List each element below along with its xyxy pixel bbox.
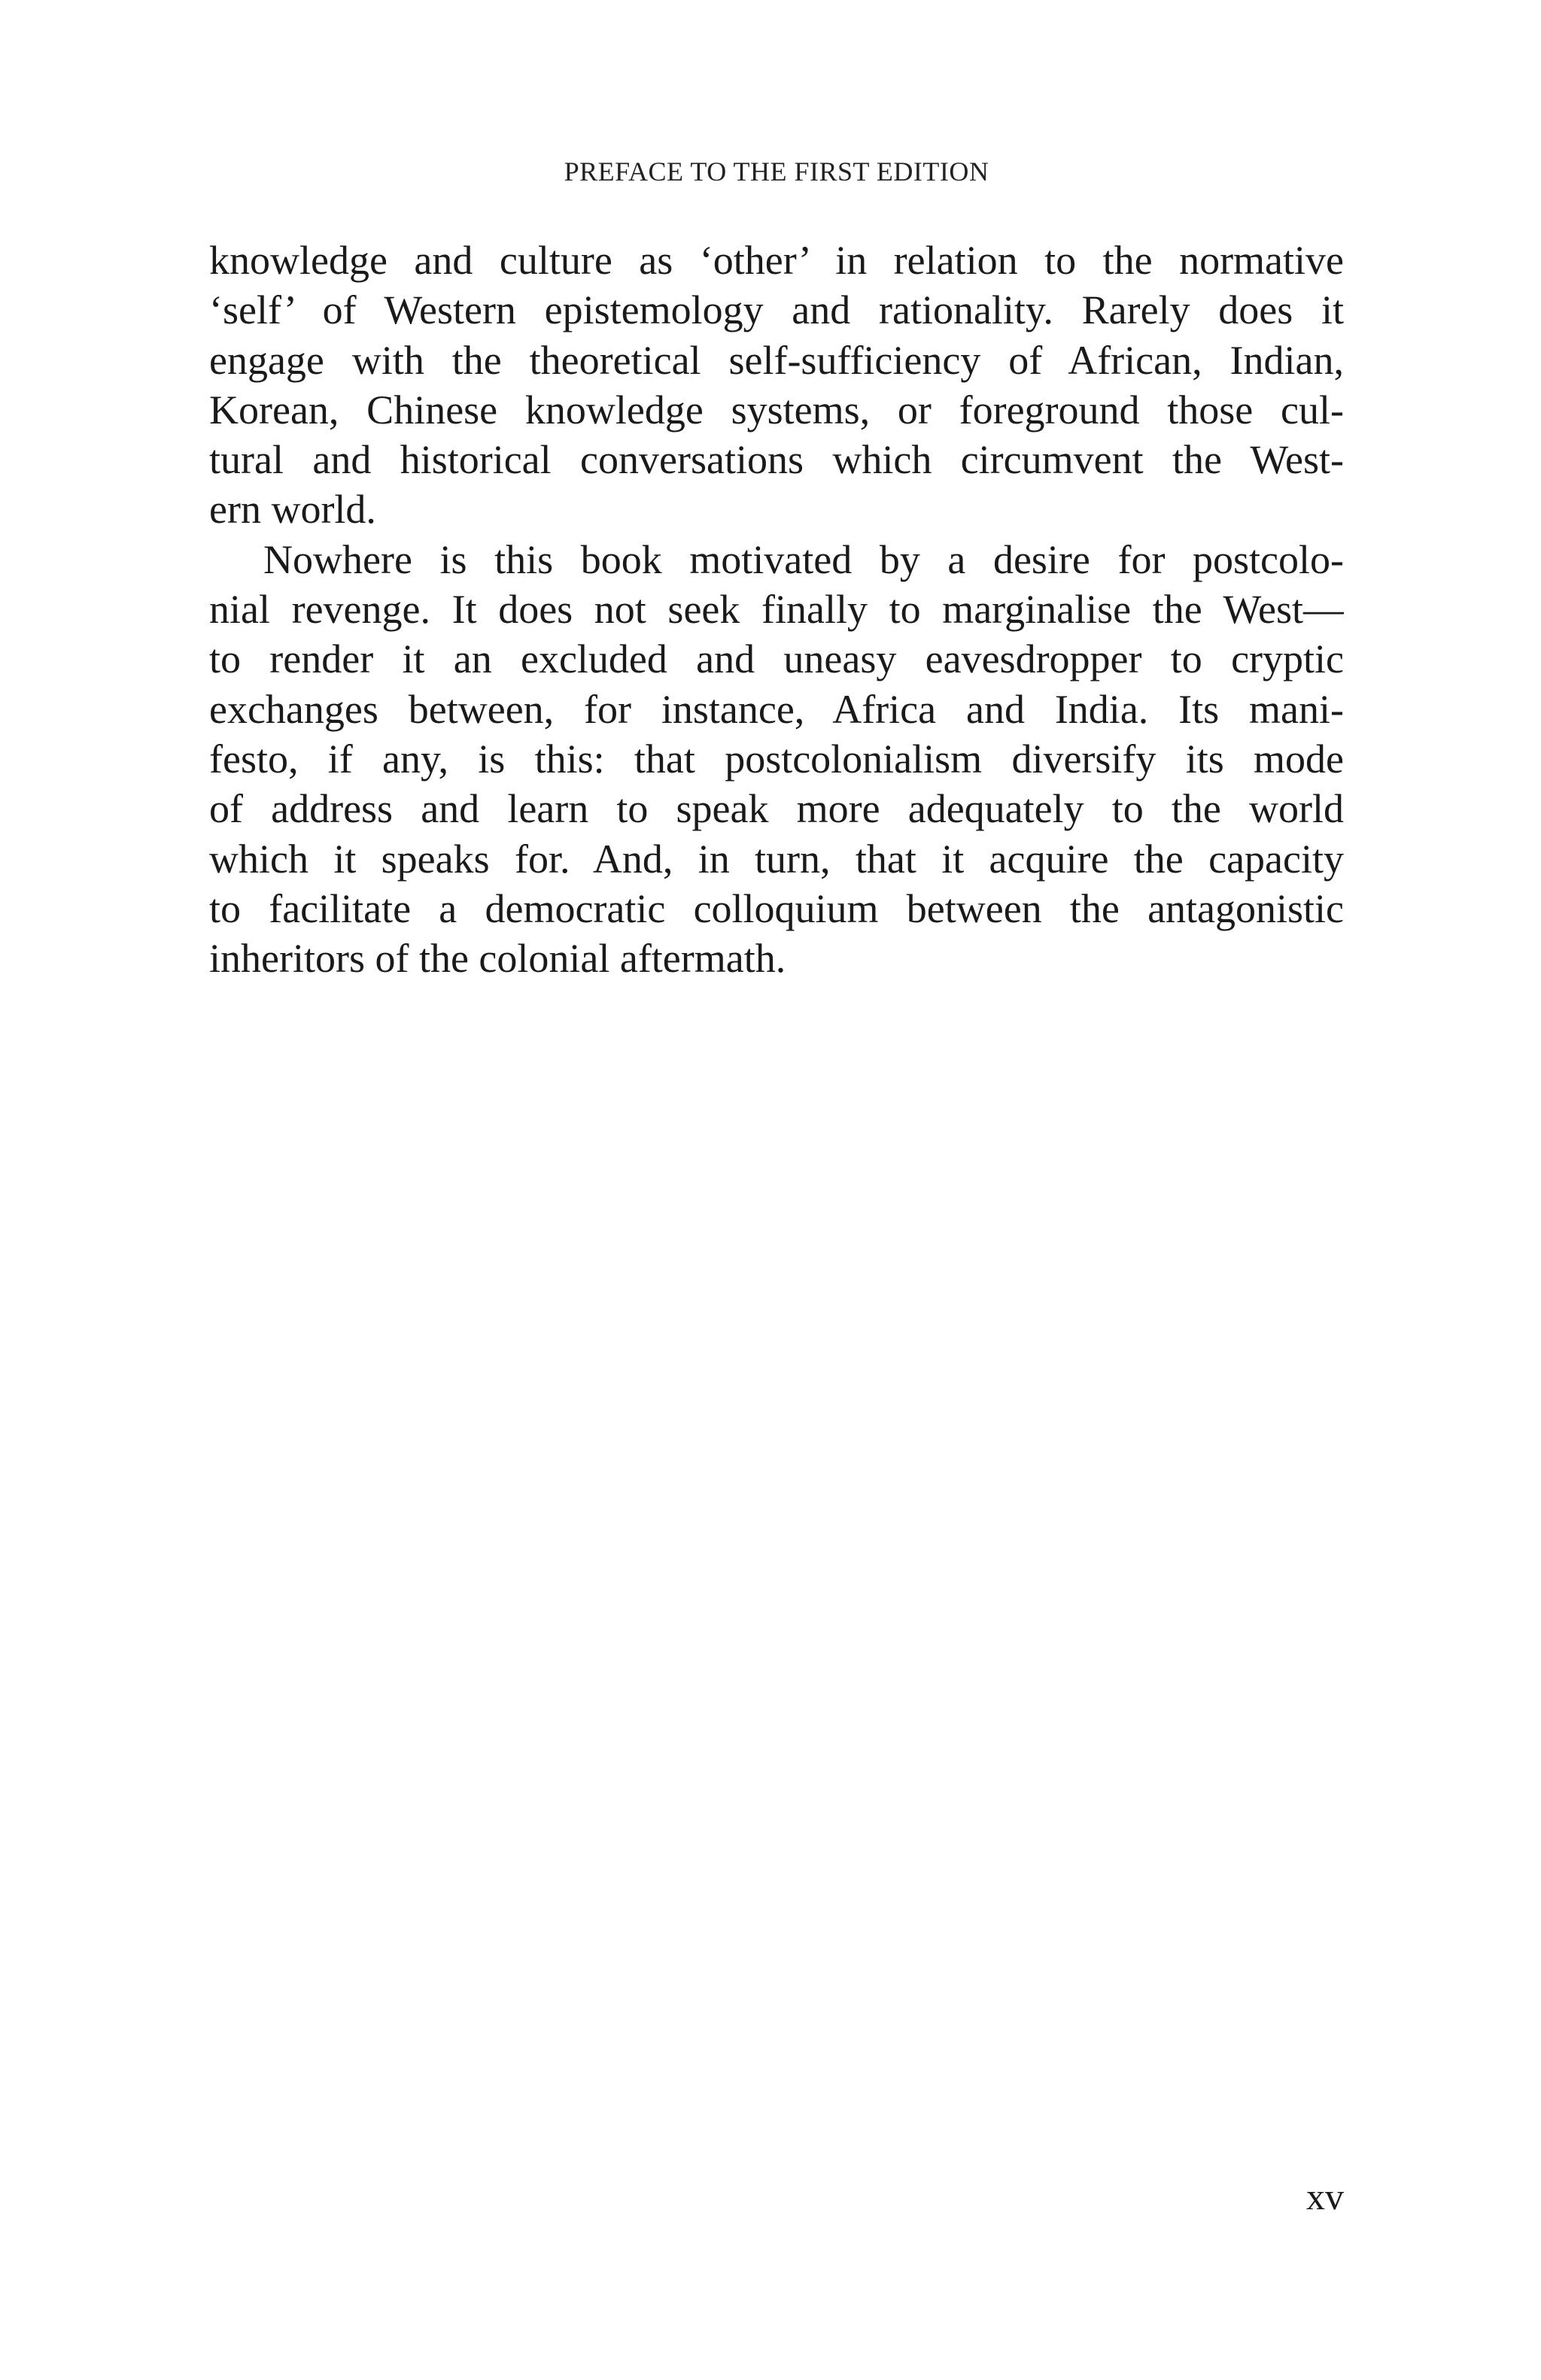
text-line: inheritors of the colonial aftermath. [209, 936, 786, 982]
text-line: Nowhere is this book motivated by a desire for postcolo- [263, 536, 1344, 582]
paragraph-2 [209, 535, 1344, 984]
text-line: Korean, Chinese knowledge systems, or foreground those cul- [209, 387, 1344, 433]
page-number: xv [1306, 2175, 1344, 2218]
text-line: tural and historical conversations which circumvent the West- [209, 437, 1344, 483]
paragraph-1 [209, 235, 1344, 535]
text-line: ‘self’ of Western epistemology and rationality. Rarely does it [209, 287, 1344, 333]
text-line: engage with the theoretical self-sufficiency of African, Indian, [209, 337, 1344, 383]
text-line: nial revenge. It does not seek finally to marginalise the West— [209, 587, 1344, 633]
text-line: to render it an excluded and uneasy eavesdropper to cryptic [209, 636, 1344, 682]
text-line: to facilitate a democratic colloquium between the antagonistic [209, 885, 1344, 931]
text-line: ern world. [209, 487, 376, 533]
body-text [209, 235, 1344, 983]
text-line: exchanges between, for instance, Africa and India. Its mani- [209, 686, 1344, 732]
running-head: PREFACE TO THE FIRST EDITION [564, 156, 989, 187]
text-line: festo, if any, is this: that postcolonialism diversify its mode [209, 736, 1344, 782]
text-line: of address and learn to speak more adequately to the world [209, 786, 1344, 832]
text-line: which it speaks for. And, in turn, that it acquire the capacity [209, 836, 1344, 882]
text-line: knowledge and culture as ‘other’ in relation to the normative [209, 238, 1344, 283]
